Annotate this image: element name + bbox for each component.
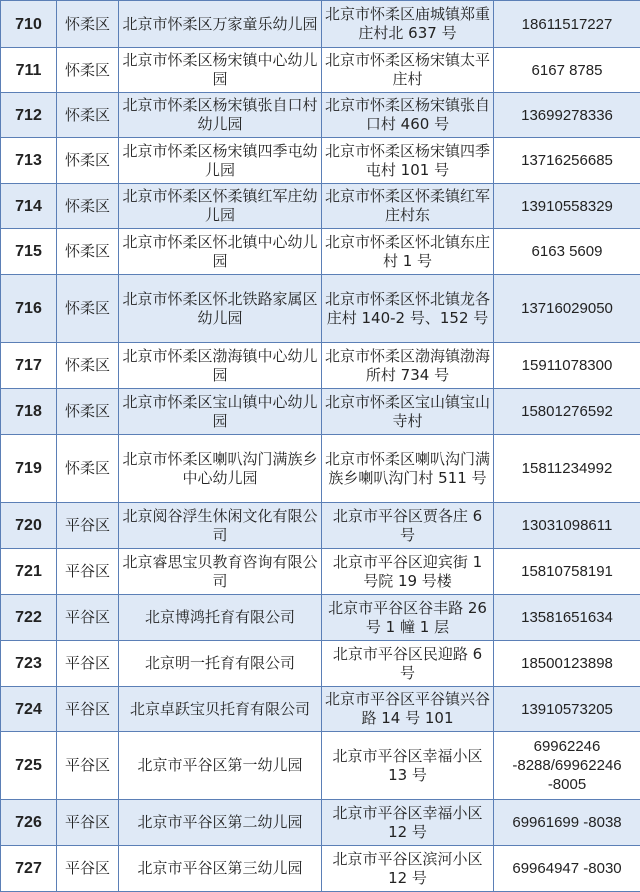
phone-cell: 69964947 -8030	[494, 846, 640, 892]
institution-name-cell: 北京明一托育有限公司	[119, 641, 322, 687]
district-cell: 怀柔区	[57, 435, 119, 503]
phone-cell: 6167 8785	[494, 48, 640, 93]
phone-cell: 13716256685	[494, 138, 640, 184]
table-row	[1, 435, 640, 503]
table-row	[1, 800, 640, 846]
address-cell: 北京市怀柔区怀北镇龙各庄村 140-2 号、152 号	[322, 275, 494, 343]
phone-cell: 69961699 -8038	[494, 800, 640, 846]
institution-name-cell: 北京市怀柔区杨宋镇张自口村 幼儿园	[119, 93, 322, 138]
address-cell: 北京市怀柔区杨宋镇四季屯村 101 号	[322, 138, 494, 184]
district-cell: 平谷区	[57, 732, 119, 800]
institution-name-cell: 北京市怀柔区万家童乐幼儿园	[119, 1, 322, 48]
row-number: 719	[1, 435, 57, 503]
row-number: 720	[1, 503, 57, 549]
address-cell: 北京市平谷区幸福小区 12 号	[322, 800, 494, 846]
table-row	[1, 641, 640, 687]
phone-cell: 6163 5609	[494, 229, 640, 275]
row-number: 710	[1, 1, 57, 48]
district-cell: 平谷区	[57, 595, 119, 641]
district-cell: 怀柔区	[57, 389, 119, 435]
institution-name-cell: 北京市怀柔区宝山镇中心幼儿 园	[119, 389, 322, 435]
institution-name-cell: 北京市怀柔区喇叭沟门满族乡 中心幼儿园	[119, 435, 322, 503]
row-number: 721	[1, 549, 57, 595]
phone-cell: 69962246 -8288/69962246 -8005	[494, 732, 640, 800]
row-number: 716	[1, 275, 57, 343]
row-number: 723	[1, 641, 57, 687]
district-cell: 平谷区	[57, 846, 119, 892]
address-cell: 北京市平谷区民迎路 6 号	[322, 641, 494, 687]
row-number: 714	[1, 184, 57, 229]
district-cell: 怀柔区	[57, 138, 119, 184]
address-cell: 北京市怀柔区怀北镇东庄村 1 号	[322, 229, 494, 275]
address-cell: 北京市怀柔区喇叭沟门满族乡喇叭沟门村 511 号	[322, 435, 494, 503]
district-cell: 怀柔区	[57, 1, 119, 48]
district-cell: 怀柔区	[57, 343, 119, 389]
phone-cell: 13031098611	[494, 503, 640, 549]
address-cell: 北京市怀柔区宝山镇宝山寺村	[322, 389, 494, 435]
row-number: 726	[1, 800, 57, 846]
address-cell: 北京市平谷区迎宾街 1 号院 19 号楼	[322, 549, 494, 595]
institution-name-cell: 北京市平谷区第三幼儿园	[119, 846, 322, 892]
address-cell: 北京市怀柔区庙城镇郑重庄村北 637 号	[322, 1, 494, 48]
phone-cell: 13699278336	[494, 93, 640, 138]
table-row	[1, 48, 640, 93]
address-cell: 北京市怀柔区杨宋镇太平庄村	[322, 48, 494, 93]
institution-name-cell: 北京市怀柔区杨宋镇四季屯幼 儿园	[119, 138, 322, 184]
table-row	[1, 549, 640, 595]
phone-cell: 13716029050	[494, 275, 640, 343]
institution-name-cell: 北京市怀柔区怀北铁路家属区 幼儿园	[119, 275, 322, 343]
table-row	[1, 184, 640, 229]
row-number: 711	[1, 48, 57, 93]
table-row	[1, 1, 640, 48]
table-row	[1, 138, 640, 184]
district-cell: 怀柔区	[57, 93, 119, 138]
row-number: 715	[1, 229, 57, 275]
phone-cell: 13910573205	[494, 687, 640, 732]
table-row	[1, 846, 640, 892]
address-cell: 北京市平谷区谷丰路 26 号 1 幢 1 层	[322, 595, 494, 641]
phone-cell: 13910558329	[494, 184, 640, 229]
address-cell: 北京市平谷区平谷镇兴谷路 14 号 101	[322, 687, 494, 732]
institution-name-cell: 北京博鸿托育有限公司	[119, 595, 322, 641]
table-row	[1, 503, 640, 549]
address-cell: 北京市怀柔区渤海镇渤海所村 734 号	[322, 343, 494, 389]
address-cell: 北京市平谷区滨河小区 12 号	[322, 846, 494, 892]
institution-name-cell: 北京睿思宝贝教育咨询有限公司	[119, 549, 322, 595]
district-cell: 平谷区	[57, 800, 119, 846]
row-number: 717	[1, 343, 57, 389]
table-row	[1, 93, 640, 138]
table-row	[1, 595, 640, 641]
district-cell: 平谷区	[57, 641, 119, 687]
row-number: 727	[1, 846, 57, 892]
address-cell: 北京市平谷区贾各庄 6 号	[322, 503, 494, 549]
district-cell: 怀柔区	[57, 184, 119, 229]
row-number: 722	[1, 595, 57, 641]
district-cell: 怀柔区	[57, 275, 119, 343]
district-cell: 平谷区	[57, 549, 119, 595]
district-cell: 平谷区	[57, 503, 119, 549]
table-row	[1, 275, 640, 343]
district-cell: 平谷区	[57, 687, 119, 732]
address-cell: 北京市平谷区幸福小区 13 号	[322, 732, 494, 800]
institution-name-cell: 北京市怀柔区怀柔镇红军庄幼 儿园	[119, 184, 322, 229]
district-cell: 怀柔区	[57, 48, 119, 93]
institution-name-cell: 北京卓跃宝贝托育有限公司	[119, 687, 322, 732]
table-row	[1, 732, 640, 800]
institution-name-cell: 北京市平谷区第一幼儿园	[119, 732, 322, 800]
row-number: 712	[1, 93, 57, 138]
institution-name-cell: 北京市怀柔区渤海镇中心幼儿 园	[119, 343, 322, 389]
row-number: 725	[1, 732, 57, 800]
institution-name-cell: 北京阅谷浮生休闲文化有限公司	[119, 503, 322, 549]
table-row	[1, 687, 640, 732]
institution-name-cell: 北京市平谷区第二幼儿园	[119, 800, 322, 846]
address-cell: 北京市怀柔区怀柔镇红军庄村东	[322, 184, 494, 229]
row-number: 713	[1, 138, 57, 184]
row-number: 724	[1, 687, 57, 732]
district-cell: 怀柔区	[57, 229, 119, 275]
phone-cell: 18500123898	[494, 641, 640, 687]
table-row	[1, 389, 640, 435]
phone-cell: 13581651634	[494, 595, 640, 641]
institution-name-cell: 北京市怀柔区怀北镇中心幼儿 园	[119, 229, 322, 275]
institution-name-cell: 北京市怀柔区杨宋镇中心幼儿 园	[119, 48, 322, 93]
phone-cell: 18611517227	[494, 1, 640, 48]
address-cell: 北京市怀柔区杨宋镇张自口村 460 号	[322, 93, 494, 138]
phone-cell: 15810758191	[494, 549, 640, 595]
phone-cell: 15911078300	[494, 343, 640, 389]
phone-cell: 15801276592	[494, 389, 640, 435]
table-row	[1, 343, 640, 389]
table-row	[1, 229, 640, 275]
table-body	[1, 1, 640, 892]
phone-cell: 15811234992	[494, 435, 640, 503]
row-number: 718	[1, 389, 57, 435]
